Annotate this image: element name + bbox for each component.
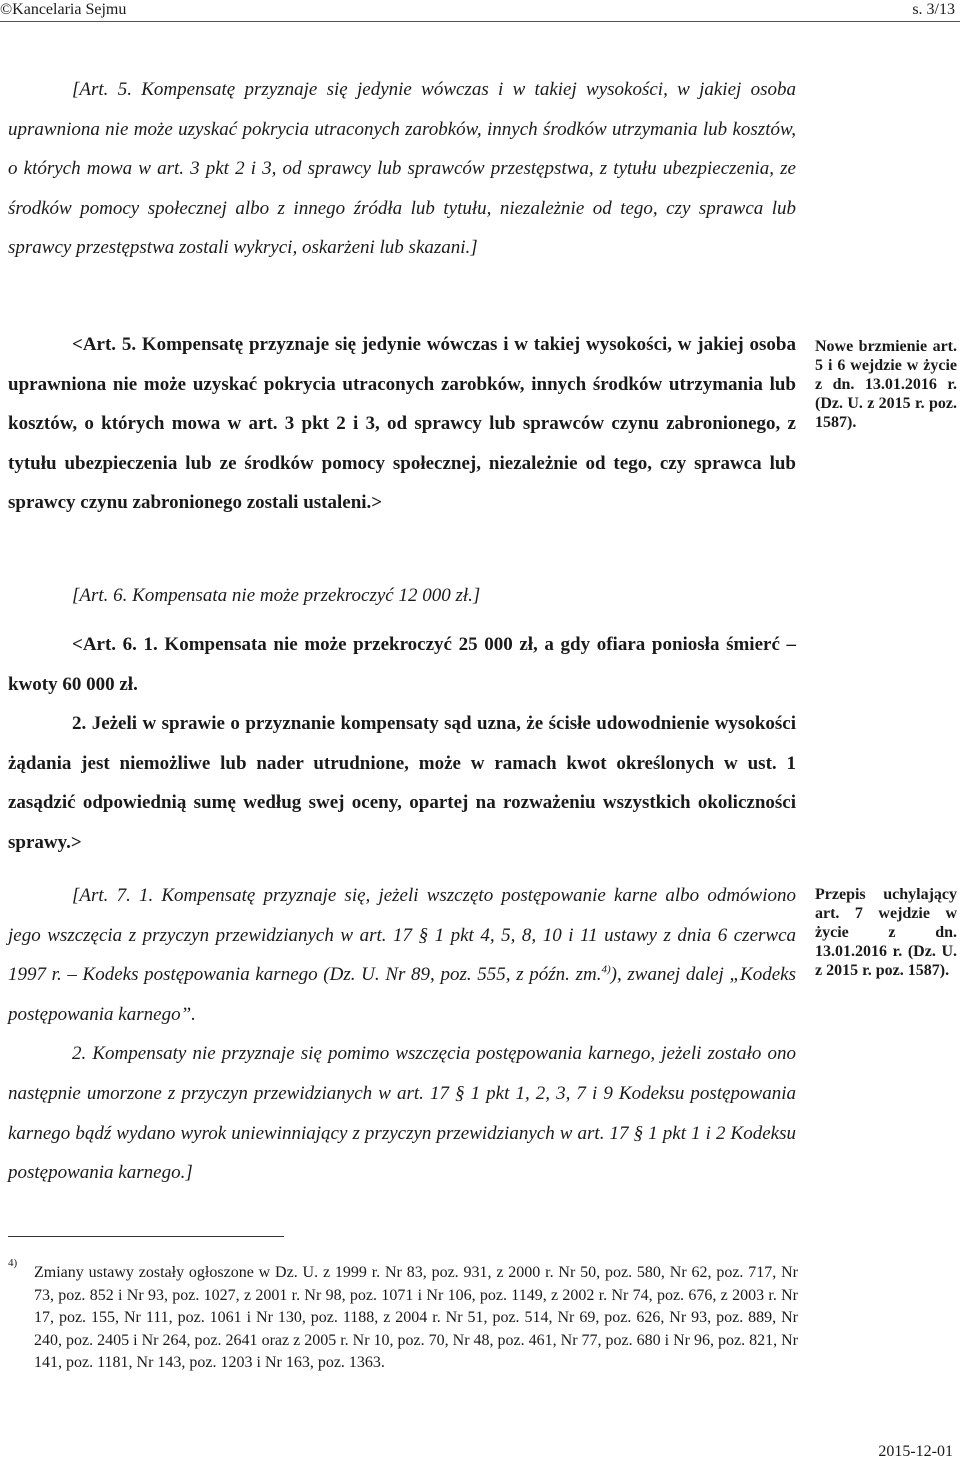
article-7-old-para-2: 2. Kompensaty nie przyznaje się pomimo wszczęcia postępowania karnego, jeżeli zostało ono następnie umorzone z przyczyn przewidzianych w art. 17 § 1 pkt 1, 2, 3, 7 i 9 Kodeksu postępowania karnego bądź wydano wyrok uniewinniający z przyczyn przewidzianych w art. 17 § 1 pkt 1 i 2 Kodeksu postępowania karnego.]: [8, 1043, 796, 1184]
article-7-old-para-1: [8, 876, 796, 1034]
side-note-new-wording: Nowe brzmienie art. 5 i 6 wejdzie w życie z dn. 13.01.2016 r. (Dz. U. z 2015 r. poz. 1587).: [815, 338, 957, 431]
side-note-repealing-provision: Przepis uchylający art. 7 wejdzie w życie z dn. 13.01.2016 r. (Dz. U. z 2015 r. poz. 1587).: [815, 886, 957, 979]
article-6-new-para-1: <Art. 6. 1. Kompensata nie może przekroczyć 25 000 zł, a gdy ofiara poniosła śmierć – kwoty 60 000 zł.: [8, 634, 796, 695]
footer-date: 2015-12-01: [878, 1443, 953, 1460]
article-6-old: [8, 576, 796, 616]
article-6-old-text: [Art. 6. Kompensata nie może przekroczyć 12 000 zł.]: [72, 585, 481, 606]
footnote-text: Zmiany ustawy zostały ogłoszone w Dz. U. z 1999 r. Nr 83, poz. 931, z 2000 r. Nr 50, poz. 580, Nr 62, poz. 717, Nr 73, poz. 852 i Nr 93, poz. 1027, z 2001 r. Nr 98, poz. 1071 i Nr 106, poz. 1149, z 2002 r. Nr 74, poz. 676, z 2003 r. Nr 17, poz. 155, Nr 111, poz. 1061 i Nr 130, poz. 1188, z 2004 r. Nr 51, poz. 514, Nr 69, poz. 626, Nr 93, poz. 889, Nr 240, poz. 2405 i Nr 264, poz. 2641 oraz z 2005 r. Nr 10, poz. 70, Nr 48, poz. 461, Nr 77, poz. 680 i Nr 96, poz. 821, Nr 141, poz. 1181, Nr 143, poz. 1203 i Nr 163, poz. 1363.: [34, 1264, 798, 1371]
article-5-new-text: <Art. 5. Kompensatę przyznaje się jedynie wówczas i w takiej wysokości, w jakiej osoba uprawniona nie może uzyskać pokrycia utraconych zarobków, innych środków utrzymania lub kosztów, o których mowa w art. 3 pkt 2 i 3, od sprawcy lub sprawców czynu zabronionego, z tytułu ubezpieczenia lub ze środków pomocy społecznej, niezależnie od tego, czy sprawca lub sprawcy czynu zabronionego zostali ustaleni.>: [8, 334, 796, 514]
article-5-old: [8, 70, 796, 268]
article-7-old: [8, 876, 796, 1193]
article-6-new-para-2: 2. Jeżeli w sprawie o przyznanie kompensaty sąd uzna, że ścisłe udowodnienie wysokości żądania jest niemożliwe lub nader utrudnione, może w ramach kwot określonych w ust. 1 zasądzić odpowiednią sumę według swej oceny, opartej na rozważeniu wszystkich okoliczności sprawy.>: [8, 713, 796, 853]
article-7-para-1-text: [Art. 7. 1. Kompensatę przyznaje się, jeżeli wszczęto postępowanie karne albo odmówiono jego wszczęcia z przyczyn przewidzianych w art. 17 § 1 pkt 4, 5, 8, 10 i 11 ustawy z dnia 6 czerwca 1997 r. – Kodeks postępowania karnego (Dz. U. Nr 89, poz. 555, z późn. zm.: [8, 885, 796, 986]
footnote-ref-4[interactable]: 4): [601, 963, 611, 976]
article-5-old-text: [Art. 5. Kompensatę przyznaje się jedynie wówczas i w takiej wysokości, w jakiej osoba uprawniona nie może uzyskać pokrycia utraconych zarobków, innych środków utrzymania lub kosztów, o których mowa w art. 3 pkt 2 i 3, od sprawcy lub sprawców przestępstwa, z tytułu ubezpieczenia, ze środków pomocy społecznej albo z innego źródła lub tytułu, niezależnie od tego, czy sprawca lub sprawcy przestępstwa zostali wykryci, oskarżeni lub skazani.]: [8, 79, 796, 259]
article-6-new: [8, 625, 796, 863]
header-rule: [0, 21, 960, 22]
footnote-separator: [8, 1236, 284, 1237]
article-7-para-1-tail: ), zwanej dalej „Kodeks postępowania karnego”.: [8, 964, 796, 1025]
header-page-number: s. 3/13: [912, 1, 955, 18]
footnote-4: [8, 1257, 798, 1375]
header-publisher: ©Kancelaria Sejmu: [0, 1, 127, 18]
article-5-new: [8, 325, 796, 523]
footnote-marker: 4): [8, 1257, 18, 1269]
page-header: [0, 0, 960, 22]
